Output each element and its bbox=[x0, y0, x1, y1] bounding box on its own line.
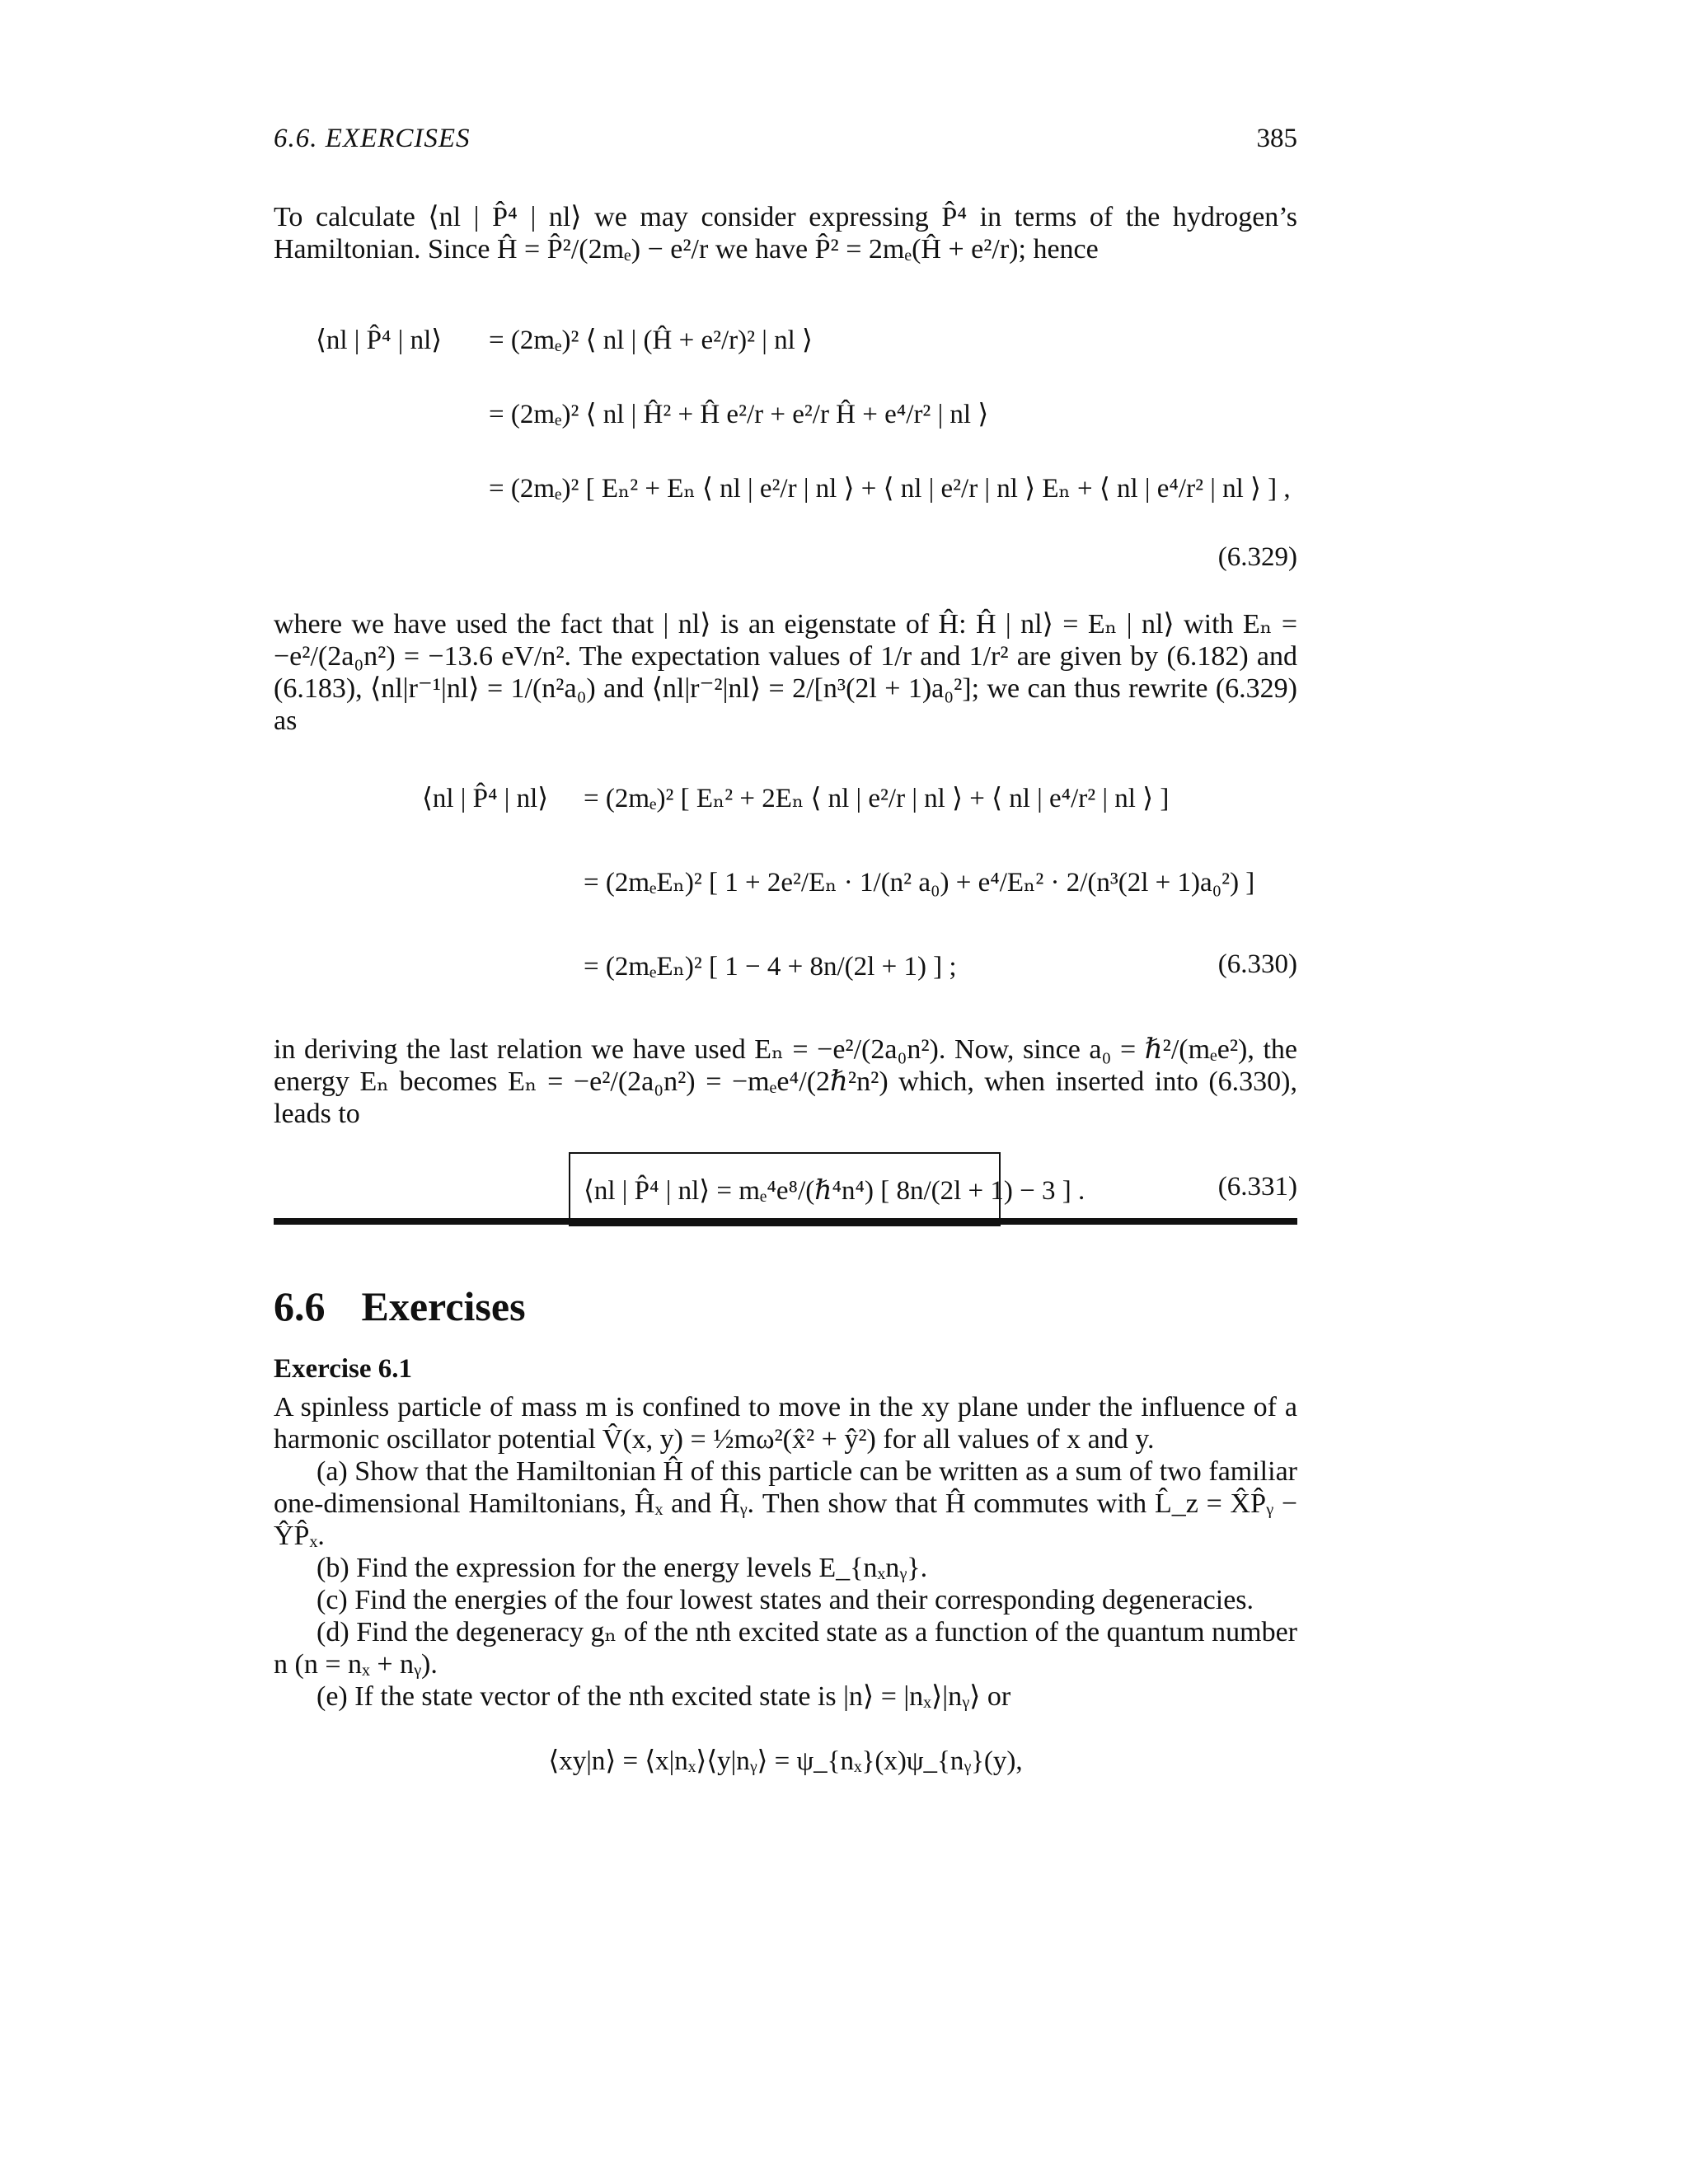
exercise-statement: A spinless particle of mass m is confined to move in the xy plane under the influence of a harmonic oscillator potential V̂(x, y) = ½mω²(x̂² + ŷ²) for all values of x and y. bbox=[274, 1392, 1297, 1455]
exercise-part-d: (d) Find the degeneracy gₙ of the nth excited state as a function of the quantum number n (n = nₓ + nᵧ). bbox=[274, 1617, 1297, 1680]
exercise-final-equation bbox=[274, 1744, 1297, 1780]
section-heading bbox=[274, 1282, 562, 1330]
eq331-content: ⟨nl | P̂⁴ | nl⟩ = mₑ⁴e⁸/(ℏ⁴n⁴) [ 8n/(2l + 1) − 3 ] . bbox=[584, 1176, 1085, 1206]
page-number: 385 bbox=[1256, 124, 1297, 153]
eq329-row-2: = (2mₑ)² ⟨ nl | Ĥ² + Ĥ e²/r + e²/r Ĥ + e⁴/r² | nl ⟩ bbox=[489, 400, 989, 429]
exercise-heading: Exercise 6.1 bbox=[274, 1354, 413, 1384]
middle-paragraph-block bbox=[274, 608, 1297, 737]
eq330-number: (6.330) bbox=[1217, 949, 1297, 979]
exercise-part-e: (e) If the state vector of the nth excited state is |n⟩ = |nₓ⟩|nᵧ⟩ or bbox=[316, 1681, 1011, 1712]
eq329-number: (6.329) bbox=[1217, 542, 1297, 572]
exercise-part-b: (b) Find the expression for the energy levels E_{nₓnᵧ}. bbox=[316, 1553, 928, 1583]
after-paragraph-block bbox=[274, 1033, 1297, 1130]
section-number: 6.6 bbox=[274, 1283, 326, 1329]
eq329-row-1: = (2mₑ)² ⟨ nl | (Ĥ + e²/r)² | nl ⟩ bbox=[489, 326, 813, 355]
eq330-row-1: = (2mₑ)² [ Eₙ² + 2Eₙ ⟨ nl | e²/r | nl ⟩ + ⟨ nl | e⁴/r² | nl ⟩ ] bbox=[584, 784, 1170, 813]
exercise-part-a: (a) Show that the Hamiltonian Ĥ of this particle can be written as a sum of two familiar one-dimensional Hamiltonians, Ĥₓ and Ĥᵧ. Then show that Ĥ commutes with L̂_z = X̂P̂ᵧ − ŶP̂ₓ. bbox=[274, 1456, 1297, 1551]
eq330-row-2: = (2mₑEₙ)² [ 1 + 2e²/Eₙ · 1/(n² a₀) + e⁴/Eₙ² · 2/(n³(2l + 1)a₀²) ] bbox=[584, 868, 1255, 898]
equation-6-329 bbox=[316, 305, 1297, 572]
middle-paragraph: where we have used the fact that | nl⟩ is an eigenstate of Ĥ: Ĥ | nl⟩ = Eₙ | nl⟩ with Eₙ = −e²/(2a₀n²) = −13.6 eV/n². The expectation values of 1/r and 1/r² are given by (6.182) and (6.183), ⟨nl|r⁻¹|nl⟩ = 1/(n²a₀) and ⟨nl|r⁻²|nl⟩ = 2/[n³(2l + 1)a₀²]; we can thus rewrite (6.329) as bbox=[274, 609, 1297, 736]
after-paragraph: in deriving the last relation we have used Eₙ = −e²/(2a₀n²). Now, since a₀ = ℏ²/(mₑe²), the energy Eₙ becomes Eₙ = −e²/(2a₀n²) = −mₑe⁴/(2ℏ²n²) which, when inserted into (6.330), leads to bbox=[274, 1034, 1297, 1129]
exercise-body bbox=[274, 1391, 1297, 1713]
eq330-lhs: ⟨nl | P̂⁴ | nl⟩ bbox=[422, 784, 549, 813]
exercise-part-c: (c) Find the energies of the four lowest states and their corresponding degeneracies. bbox=[316, 1585, 1254, 1615]
final-equation-text: ⟨xy|n⟩ = ⟨x|nₓ⟩⟨y|nᵧ⟩ = ψ_{nₓ}(x)ψ_{nᵧ}(y), bbox=[548, 1746, 1023, 1776]
running-title: 6.6. EXERCISES bbox=[274, 124, 471, 153]
eq329-row-3: = (2mₑ)² [ Eₙ² + Eₙ ⟨ nl | e²/r | nl ⟩ + ⟨ nl | e²/r | nl ⟩ Eₙ + ⟨ nl | e⁴/r² | nl ⟩ ] , bbox=[489, 474, 1291, 504]
running-header bbox=[274, 124, 1297, 166]
eq331-number: (6.331) bbox=[1217, 1172, 1297, 1202]
section-title: Exercises bbox=[361, 1283, 526, 1329]
eq330-row-3: = (2mₑEₙ)² [ 1 − 4 + 8n/(2l + 1) ] ; bbox=[584, 952, 957, 982]
intro-paragraph-block bbox=[274, 201, 1297, 265]
section-rule bbox=[274, 1218, 1297, 1225]
eq331-number-line bbox=[274, 1172, 1297, 1205]
equation-6-330 bbox=[422, 763, 1297, 1010]
intro-paragraph: To calculate ⟨nl | P̂⁴ | nl⟩ we may consider expressing P̂⁴ in terms of the hydrogen’s Hamiltonian. Since Ĥ = P̂²/(2mₑ) − e²/r we have P̂² = 2mₑ(Ĥ + e²/r); hence bbox=[274, 202, 1297, 265]
eq329-lhs: ⟨nl | P̂⁴ | nl⟩ bbox=[316, 326, 443, 355]
